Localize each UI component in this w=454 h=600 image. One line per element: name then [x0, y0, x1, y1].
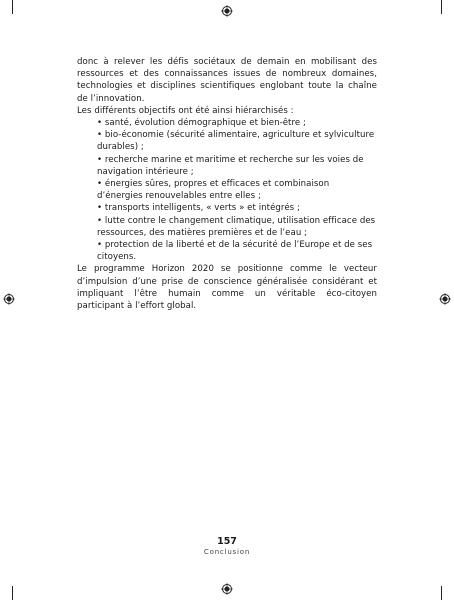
list-item: • santé, évolution démographique et bien-être ;: [97, 118, 306, 129]
closing-paragraph: Le programme Horizon 2020 se positionne comme le vecteur d’impulsion d’une prise de conscience généralisée considérant et impliquant l’être humain comme un véritable éco-citoyen participant à l’effort global.: [77, 264, 377, 312]
list-item: • recherche marine et maritime et recherche sur les voies de navigation intérieure ;: [97, 154, 364, 177]
objectives-intro: Les différents objectifs ont été ainsi hiérarchisés :: [77, 105, 294, 116]
list-item: • lutte contre le changement climatique, utilisation efficace des ressources, des matières premières et de l’eau ;: [97, 215, 376, 238]
running-footer: Conclusion: [203, 548, 251, 556]
page-number: 157: [217, 536, 237, 547]
crop-mark-icon: [12, 0, 13, 14]
body-text: [77, 56, 377, 312]
registration-mark-icon: [221, 583, 233, 595]
list-item: • transports intelligents, « verts » et intégrés ;: [97, 203, 300, 214]
list-item: • bio-économie (sécurité alimentaire, agriculture et sylviculture durables) ;: [97, 130, 375, 153]
crop-mark-icon: [441, 586, 442, 600]
list-item: • énergies sûres, propres et efficaces et combinaison d’énergies renouvelables entre elles ;: [97, 179, 330, 202]
intro-paragraph: donc à relever les défis sociétaux de demain en mobilisant des ressources et des connaissances issues de nombreux domaines, technologies et disciplines scientifiques englobant toute la chaîne de l’innovation.: [77, 57, 377, 104]
registration-mark-icon: [439, 293, 451, 305]
registration-mark-icon: [221, 5, 233, 17]
crop-mark-icon: [441, 0, 442, 14]
crop-mark-icon: [12, 586, 13, 600]
list-item: • protection de la liberté et de la sécurité de l’Europe et de ses citoyens.: [97, 240, 373, 263]
registration-mark-icon: [3, 293, 15, 305]
